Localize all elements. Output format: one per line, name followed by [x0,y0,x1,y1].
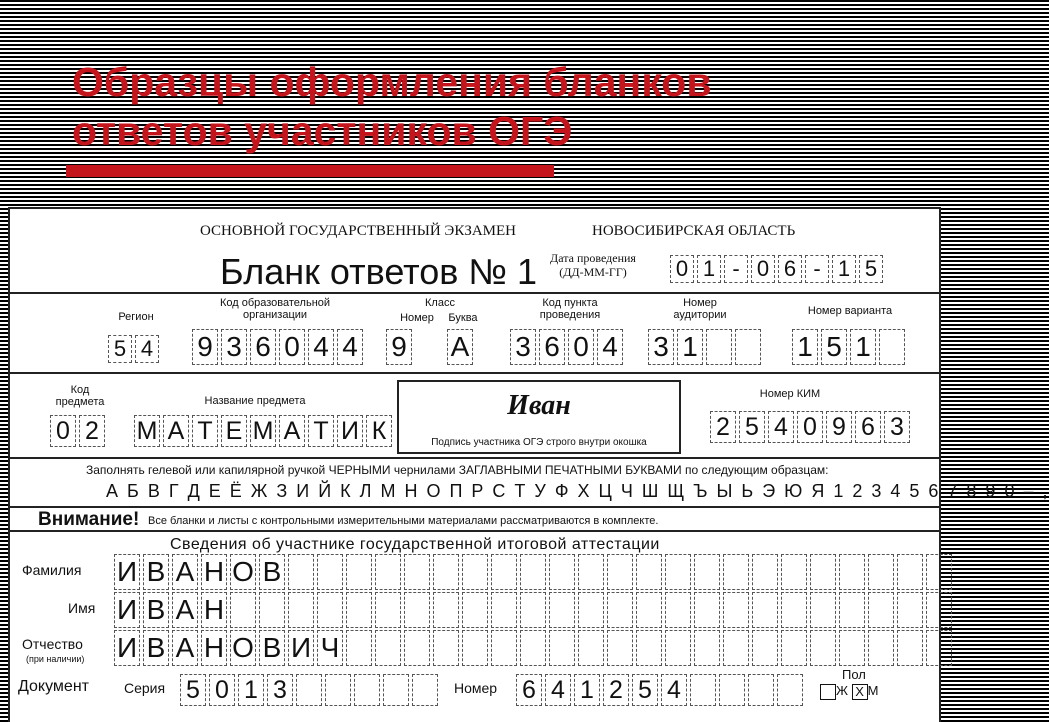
form-box[interactable] [317,554,343,590]
form-box[interactable] [325,674,351,706]
surname-label: Фамилия [22,562,82,578]
form-box[interactable] [607,630,633,666]
document-label: Документ [18,678,89,695]
class-letter-label: Буква [448,312,478,324]
form-box[interactable]: И [114,592,140,628]
form-box[interactable]: Ч [317,630,343,666]
attention-text: Все бланки и листы с контрольными измерительными материалами рассматриваются в комплекте. [148,515,659,527]
kim-boxes [710,411,913,443]
form-box[interactable]: И [114,554,140,590]
form-box[interactable] [748,674,774,706]
participant-signature: Иван [507,390,571,421]
class-letter-boxes [447,329,476,365]
date-label: Дата проведения (ДД-ММ-ГГ) [550,251,636,279]
form-box[interactable] [868,592,894,628]
date-boxes [670,255,886,283]
form-box[interactable]: - [805,255,829,283]
class-number-label: Номер [400,312,434,324]
region-label: Регион [118,311,154,323]
form-box[interactable] [412,674,438,706]
form-box[interactable]: 5 [180,674,206,706]
subject-name-label: Название предмета [204,395,306,407]
form-box[interactable] [549,630,575,666]
sample-characters: А Б В Г Д Е Ё Ж З И Й К Л М Н О П Р С Т У Ф Х Ц Ч Ш Щ Ъ Ы Ь Э Ю Я 1 2 3 4 5 6 7 8 9 0 – , [106,481,1049,501]
form-box[interactable]: 4 [661,674,687,706]
form-box[interactable] [839,554,865,590]
sex-female-label: Ж [836,683,849,698]
series-boxes [180,674,441,706]
form-box[interactable]: В [259,554,285,590]
form-box[interactable] [926,554,952,590]
form-box[interactable]: К [366,415,392,447]
variant-label: Номер варианта [807,305,893,317]
form-box[interactable] [897,592,923,628]
form-box[interactable] [810,554,836,590]
form-box[interactable] [491,630,517,666]
form-box[interactable]: О [230,630,256,666]
form-box[interactable]: 3 [884,411,910,443]
number-boxes [516,674,806,706]
slide-title: Образцы оформления бланков ответов участников ОГЭ [72,59,712,154]
form-box[interactable] [520,554,546,590]
form-box[interactable] [375,554,401,590]
form-box[interactable]: А [172,630,198,666]
form-box[interactable]: Н [201,592,227,628]
form-box[interactable]: 1 [677,329,703,365]
point-code-boxes [510,329,626,365]
form-box[interactable] [346,592,372,628]
form-box[interactable] [462,630,488,666]
form-box[interactable] [723,592,749,628]
signature-box [397,380,681,454]
form-box[interactable]: И [337,415,363,447]
subject-code-label: Код предмета [55,384,105,408]
form-box[interactable] [810,592,836,628]
form-box[interactable] [636,554,662,590]
form-box[interactable]: 9 [386,329,412,365]
form-box[interactable]: 3 [221,329,247,365]
form-box[interactable] [578,554,604,590]
class-number-boxes [386,329,415,365]
form-box[interactable]: А [163,415,189,447]
form-box[interactable]: А [447,329,473,365]
form-box[interactable] [462,592,488,628]
form-box[interactable] [810,630,836,666]
form-box[interactable]: 0 [279,329,305,365]
form-box[interactable]: М [134,415,160,447]
form-box[interactable] [897,554,923,590]
form-box[interactable] [549,554,575,590]
form-box[interactable]: М [250,415,276,447]
form-box[interactable]: 1 [832,255,856,283]
form-box[interactable] [346,630,372,666]
form-box[interactable]: И [288,630,314,666]
form-box[interactable]: Т [308,415,334,447]
form-box[interactable]: 3 [648,329,674,365]
form-box[interactable] [694,630,720,666]
form-box[interactable] [491,554,517,590]
form-box[interactable] [665,554,691,590]
name-label: Имя [68,600,96,616]
form-box[interactable]: В [259,630,285,666]
auditorium-label: Номер аудитории [673,297,727,321]
form-box[interactable]: 5 [632,674,658,706]
form-box[interactable] [259,592,285,628]
form-box[interactable] [752,592,778,628]
form-box[interactable] [781,630,807,666]
number-label: Номер [454,680,498,696]
form-box[interactable]: 0 [50,415,76,447]
form-box[interactable]: 4 [597,329,623,365]
form-box[interactable]: 0 [670,255,694,283]
form-box[interactable]: 5 [821,329,847,365]
form-box[interactable]: И [114,630,140,666]
name-boxes [114,592,955,628]
form-box[interactable] [690,674,716,706]
form-box[interactable] [636,630,662,666]
attention-label: Внимание! [38,509,140,530]
region-boxes [108,335,162,363]
form-box[interactable]: Е [221,415,247,447]
form-box[interactable] [665,592,691,628]
form-box[interactable] [404,630,430,666]
form-box[interactable] [719,674,745,706]
form-box[interactable]: 4 [337,329,363,365]
form-box[interactable]: 0 [797,411,823,443]
form-box[interactable] [230,592,256,628]
form-box[interactable]: 2 [603,674,629,706]
form-box[interactable]: 0 [209,674,235,706]
form-box[interactable]: 1 [574,674,600,706]
form-box[interactable]: 0 [751,255,775,283]
form-box[interactable]: 4 [135,335,159,363]
form-box[interactable] [433,630,459,666]
form-box[interactable] [375,592,401,628]
form-box[interactable] [607,592,633,628]
form-box[interactable] [317,592,343,628]
form-box[interactable] [723,630,749,666]
form-box[interactable] [288,554,314,590]
form-box[interactable] [752,554,778,590]
form-box[interactable] [520,630,546,666]
exam-region-name: НОВОСИБИРСКАЯ ОБЛАСТЬ [592,223,796,239]
divider [10,506,939,508]
title-underline [66,165,554,177]
form-box[interactable]: О [230,554,256,590]
divider [10,292,939,294]
form-box[interactable] [491,592,517,628]
form-box[interactable]: 1 [238,674,264,706]
patronymic-note: (при наличии) [26,654,85,664]
point-code-label: Код пункта проведения [539,297,601,321]
form-box[interactable]: 9 [826,411,852,443]
form-box[interactable] [752,630,778,666]
form-box[interactable] [694,592,720,628]
form-box[interactable] [839,630,865,666]
signature-caption: Подпись участника ОГЭ строго внутри окошка [431,437,647,448]
form-box[interactable] [404,592,430,628]
form-box[interactable]: 5 [739,411,765,443]
form-box[interactable]: 1 [792,329,818,365]
form-title: Бланк ответов № 1 [220,251,538,292]
form-box[interactable] [433,592,459,628]
form-box[interactable]: Н [201,630,227,666]
form-box[interactable] [781,554,807,590]
form-box[interactable]: А [172,554,198,590]
form-box[interactable]: 6 [539,329,565,365]
form-box[interactable]: 1 [697,255,721,283]
form-box[interactable]: 5 [108,335,132,363]
fill-instruction: Заполнять гелевой или капилярной ручкой ЧЕРНЫМИ чернилами ЗАГЛАВНЫМИ ПЕЧАТНЫМИ БУКВАМИ по следующим образцам: [86,463,829,477]
form-box[interactable]: В [143,630,169,666]
form-box[interactable] [706,329,732,365]
patronymic-boxes [114,630,955,666]
form-box[interactable] [607,554,633,590]
form-box[interactable]: 1 [850,329,876,365]
form-box[interactable]: 6 [778,255,802,283]
form-box[interactable]: 5 [859,255,883,283]
form-box[interactable] [839,592,865,628]
participant-heading: Сведения об участнике государственной итоговой аттестации [170,536,660,553]
series-label: Серия [124,680,166,696]
variant-boxes [792,329,908,365]
sex-options [820,683,878,700]
form-box[interactable] [926,630,952,666]
form-box[interactable]: 4 [308,329,334,365]
form-box[interactable]: 3 [267,674,293,706]
divider [10,372,939,374]
auditorium-boxes [648,329,764,365]
form-box[interactable] [383,674,409,706]
class-label: Класс [425,297,455,309]
form-box[interactable] [520,592,546,628]
divider [10,457,939,459]
form-box[interactable] [636,592,662,628]
patronymic-label: Отчество [22,636,83,652]
form-box[interactable] [288,592,314,628]
form-box[interactable]: Н [201,554,227,590]
form-box[interactable]: 6 [250,329,276,365]
subject-code-boxes [50,415,108,447]
form-box[interactable]: 2 [710,411,736,443]
form-box[interactable] [296,674,322,706]
divider [10,530,939,532]
answer-form [8,207,1049,722]
form-box[interactable]: Т [192,415,218,447]
form-box[interactable] [926,592,952,628]
form-box[interactable] [735,329,761,365]
exam-name: ОСНОВНОЙ ГОСУДАРСТВЕННЫЙ ЭКЗАМЕН [200,223,517,239]
form-box[interactable]: 3 [510,329,536,365]
form-box[interactable] [346,554,372,590]
subject-name-boxes [134,415,395,447]
form-box[interactable] [462,554,488,590]
form-box[interactable] [354,674,380,706]
form-box[interactable] [433,554,459,590]
form-box[interactable]: 9 [192,329,218,365]
form-box[interactable] [781,592,807,628]
sex-male-checkbox[interactable]: X [852,684,868,700]
form-box[interactable]: В [143,554,169,590]
form-box[interactable] [549,592,575,628]
form-box[interactable] [868,554,894,590]
kim-label: Номер КИМ [759,388,821,400]
form-box[interactable]: 4 [768,411,794,443]
form-box[interactable] [868,630,894,666]
form-box[interactable] [578,630,604,666]
form-box[interactable] [578,592,604,628]
surname-boxes [114,554,955,590]
form-box[interactable]: А [172,592,198,628]
form-box[interactable] [404,554,430,590]
form-box[interactable] [777,674,803,706]
form-box[interactable] [375,630,401,666]
form-box[interactable]: В [143,592,169,628]
form-box[interactable]: А [279,415,305,447]
form-box[interactable] [665,630,691,666]
org-code-label: Код образовательной организации [219,297,331,321]
sex-male-label: М [867,683,879,698]
form-box[interactable]: 6 [516,674,542,706]
form-box[interactable]: 4 [545,674,571,706]
sex-label: Пол [842,667,866,682]
form-box[interactable] [879,329,905,365]
org-code-boxes [192,329,366,365]
form-box[interactable]: - [724,255,748,283]
sex-female-checkbox[interactable] [820,684,836,700]
form-box[interactable]: 0 [568,329,594,365]
form-box[interactable]: 6 [855,411,881,443]
form-box[interactable] [694,554,720,590]
form-box[interactable]: 2 [79,415,105,447]
form-box[interactable] [723,554,749,590]
form-box[interactable] [897,630,923,666]
